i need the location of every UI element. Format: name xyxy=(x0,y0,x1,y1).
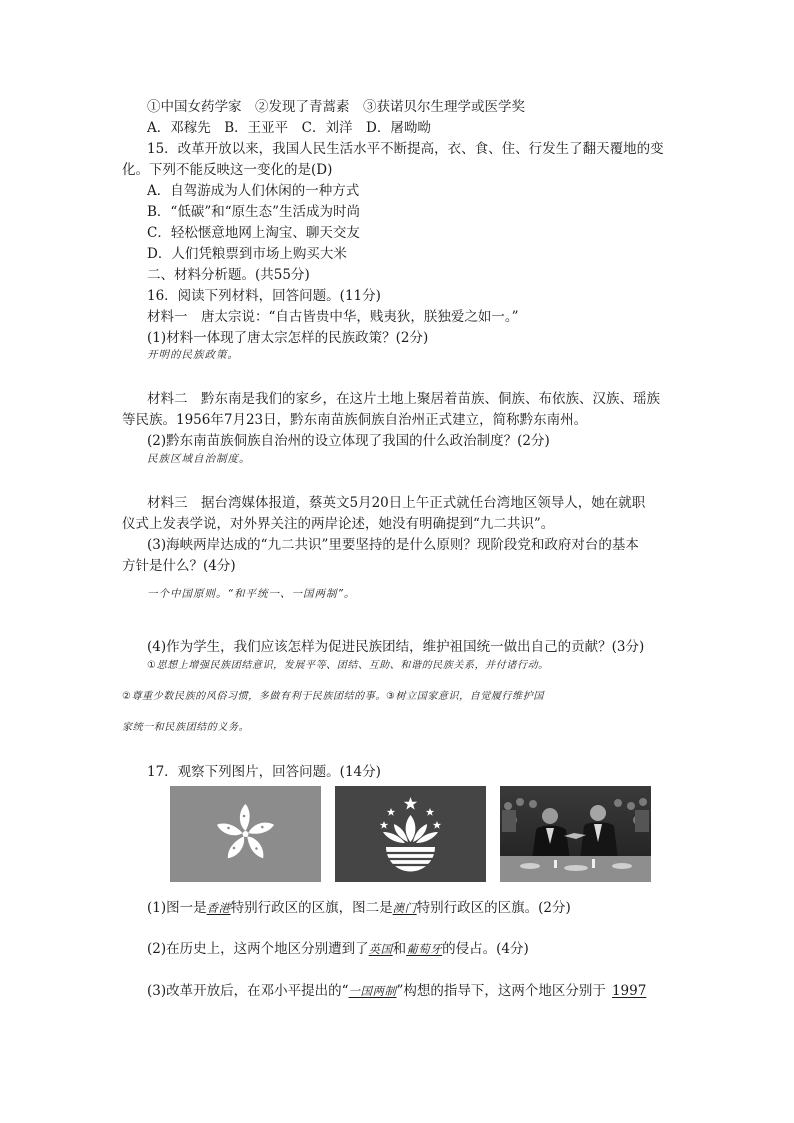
q17-sub3-text-b: ”构想的指导下，这两个地区分别于 xyxy=(396,983,606,999)
q16-intro: 16．阅读下列材料，回答问题。(11分) xyxy=(147,288,381,304)
macau-flag-image xyxy=(335,786,486,882)
q16-sub2: (2)黔东南苗族侗族自治州的设立体现了我国的什么政治制度？(2分) xyxy=(147,433,550,449)
q15-option-a: A．自驾游成为人们休闲的一种方式 xyxy=(147,183,360,199)
q17-sub1 xyxy=(147,898,571,918)
q16-material2-line1: 材料二 黔东南是我们的家乡，在这片土地上聚居着苗族、侗族、布依族、汉族、瑶族 xyxy=(147,391,660,407)
q17-sub1-text-a: (1)图一是 xyxy=(147,900,207,916)
q17-sub2-answer-britain: 英国 xyxy=(368,942,393,956)
q16-answer4-line1: ①思想上增强民族团结意识，发展平等、团结、互助、和谐的民族关系，并付诸行动。 xyxy=(147,660,549,671)
q16-answer2: 民族区域自治制度。 xyxy=(147,453,251,465)
q16-material1: 材料一 唐太宗说：“自古皆贵中华，贱夷狄，朕独爱之如一。” xyxy=(147,309,519,325)
section2-heading: 二、材料分析题。(共55分) xyxy=(147,267,310,283)
q16-material3-line2: 仪式上发表学说，对外界关注的两岸论述，她没有明确提到“九二共识”。 xyxy=(122,516,555,532)
q17-sub3 xyxy=(147,981,646,1001)
q17-sub3-text-a: (3)改革开放后，在邓小平提出的“ xyxy=(147,983,349,999)
q16-sub3-line1: (3)海峡两岸达成的“九二共识”里要坚持的是什么原则？现阶段党和政府对台的基本 xyxy=(147,537,639,553)
q17-sub3-answer-one-country-two-systems: 一国两制 xyxy=(348,984,397,998)
q17-sub1-text-c: 特别行政区的区旗。(2分) xyxy=(416,900,571,916)
q17-sub2-answer-portugal: 葡萄牙 xyxy=(406,942,443,956)
q14-choices: A．邓稼先 B．王亚平 C．刘洋 D．屠呦呦 xyxy=(147,120,431,136)
q16-answer4-line2: ②尊重少数民族的风俗习惯，多做有利于民族团结的事。③树立国家意识，自觉履行维护国 xyxy=(122,691,544,702)
q16-material2-line2: 等民族。1956年7月23日，黔东南苗族侗族自治州正式建立，简称黔东南州。 xyxy=(122,412,588,428)
hong-kong-flag-image xyxy=(170,786,321,882)
q16-answer3: 一个中国原则。“和平统一、一国两制”。 xyxy=(147,588,356,600)
q17-sub2 xyxy=(147,939,529,959)
handover-ceremony-photo xyxy=(500,786,651,882)
q17-sub1-text-b: 特别行政区的区旗，图二是 xyxy=(230,900,393,916)
q17-sub1-answer-macau: 澳门 xyxy=(392,901,417,915)
q15-stem-line2: 化。下列不能反映这一变化的是(D) xyxy=(122,162,333,178)
q15-option-d: D．人们凭粮票到市场上购买大米 xyxy=(147,246,347,262)
q16-material3-line1: 材料三 据台湾媒体报道，蔡英文5月20日上午正式就任台湾地区领导人，她在就职 xyxy=(147,495,646,511)
q17-sub2-text-a: (2)在历史上，这两个地区分别遭到了 xyxy=(147,941,369,957)
q17-sub2-text-c: 的侵占。(4分) xyxy=(442,941,529,957)
q16-answer1: 开明的民族政策。 xyxy=(147,349,239,361)
q15-option-b: B．“低碳”和“原生态”生活成为时尚 xyxy=(147,204,361,220)
q17-intro: 17．观察下列图片，回答问题。(14分) xyxy=(147,764,381,780)
q17-sub3-answer-year: 1997 xyxy=(611,983,647,999)
q15-option-c: C．轻松惬意地网上淘宝、聊天交友 xyxy=(147,225,360,241)
q17-sub2-text-b: 和 xyxy=(392,941,407,957)
q17-sub1-answer-hongkong: 香港 xyxy=(206,901,231,915)
q16-sub1: (1)材料一体现了唐太宗怎样的民族政策？(2分) xyxy=(147,330,429,346)
q16-sub3-line2: 方针是什么？(4分) xyxy=(122,558,236,574)
q16-answer4-line3: 家统一和民族团结的义务。 xyxy=(122,722,250,733)
q15-stem-line1: 15．改革开放以来，我国人民生活水平不断提高，衣、食、住、行发生了翻天覆地的变 xyxy=(147,141,664,157)
q14-options: ①中国女药学家 ②发现了青蒿素 ③获诺贝尔生理学或医学奖 xyxy=(147,99,525,115)
q16-sub4: (4)作为学生，我们应该怎样为促进民族团结，维护祖国统一做出自己的贡献？(3分) xyxy=(147,639,645,655)
